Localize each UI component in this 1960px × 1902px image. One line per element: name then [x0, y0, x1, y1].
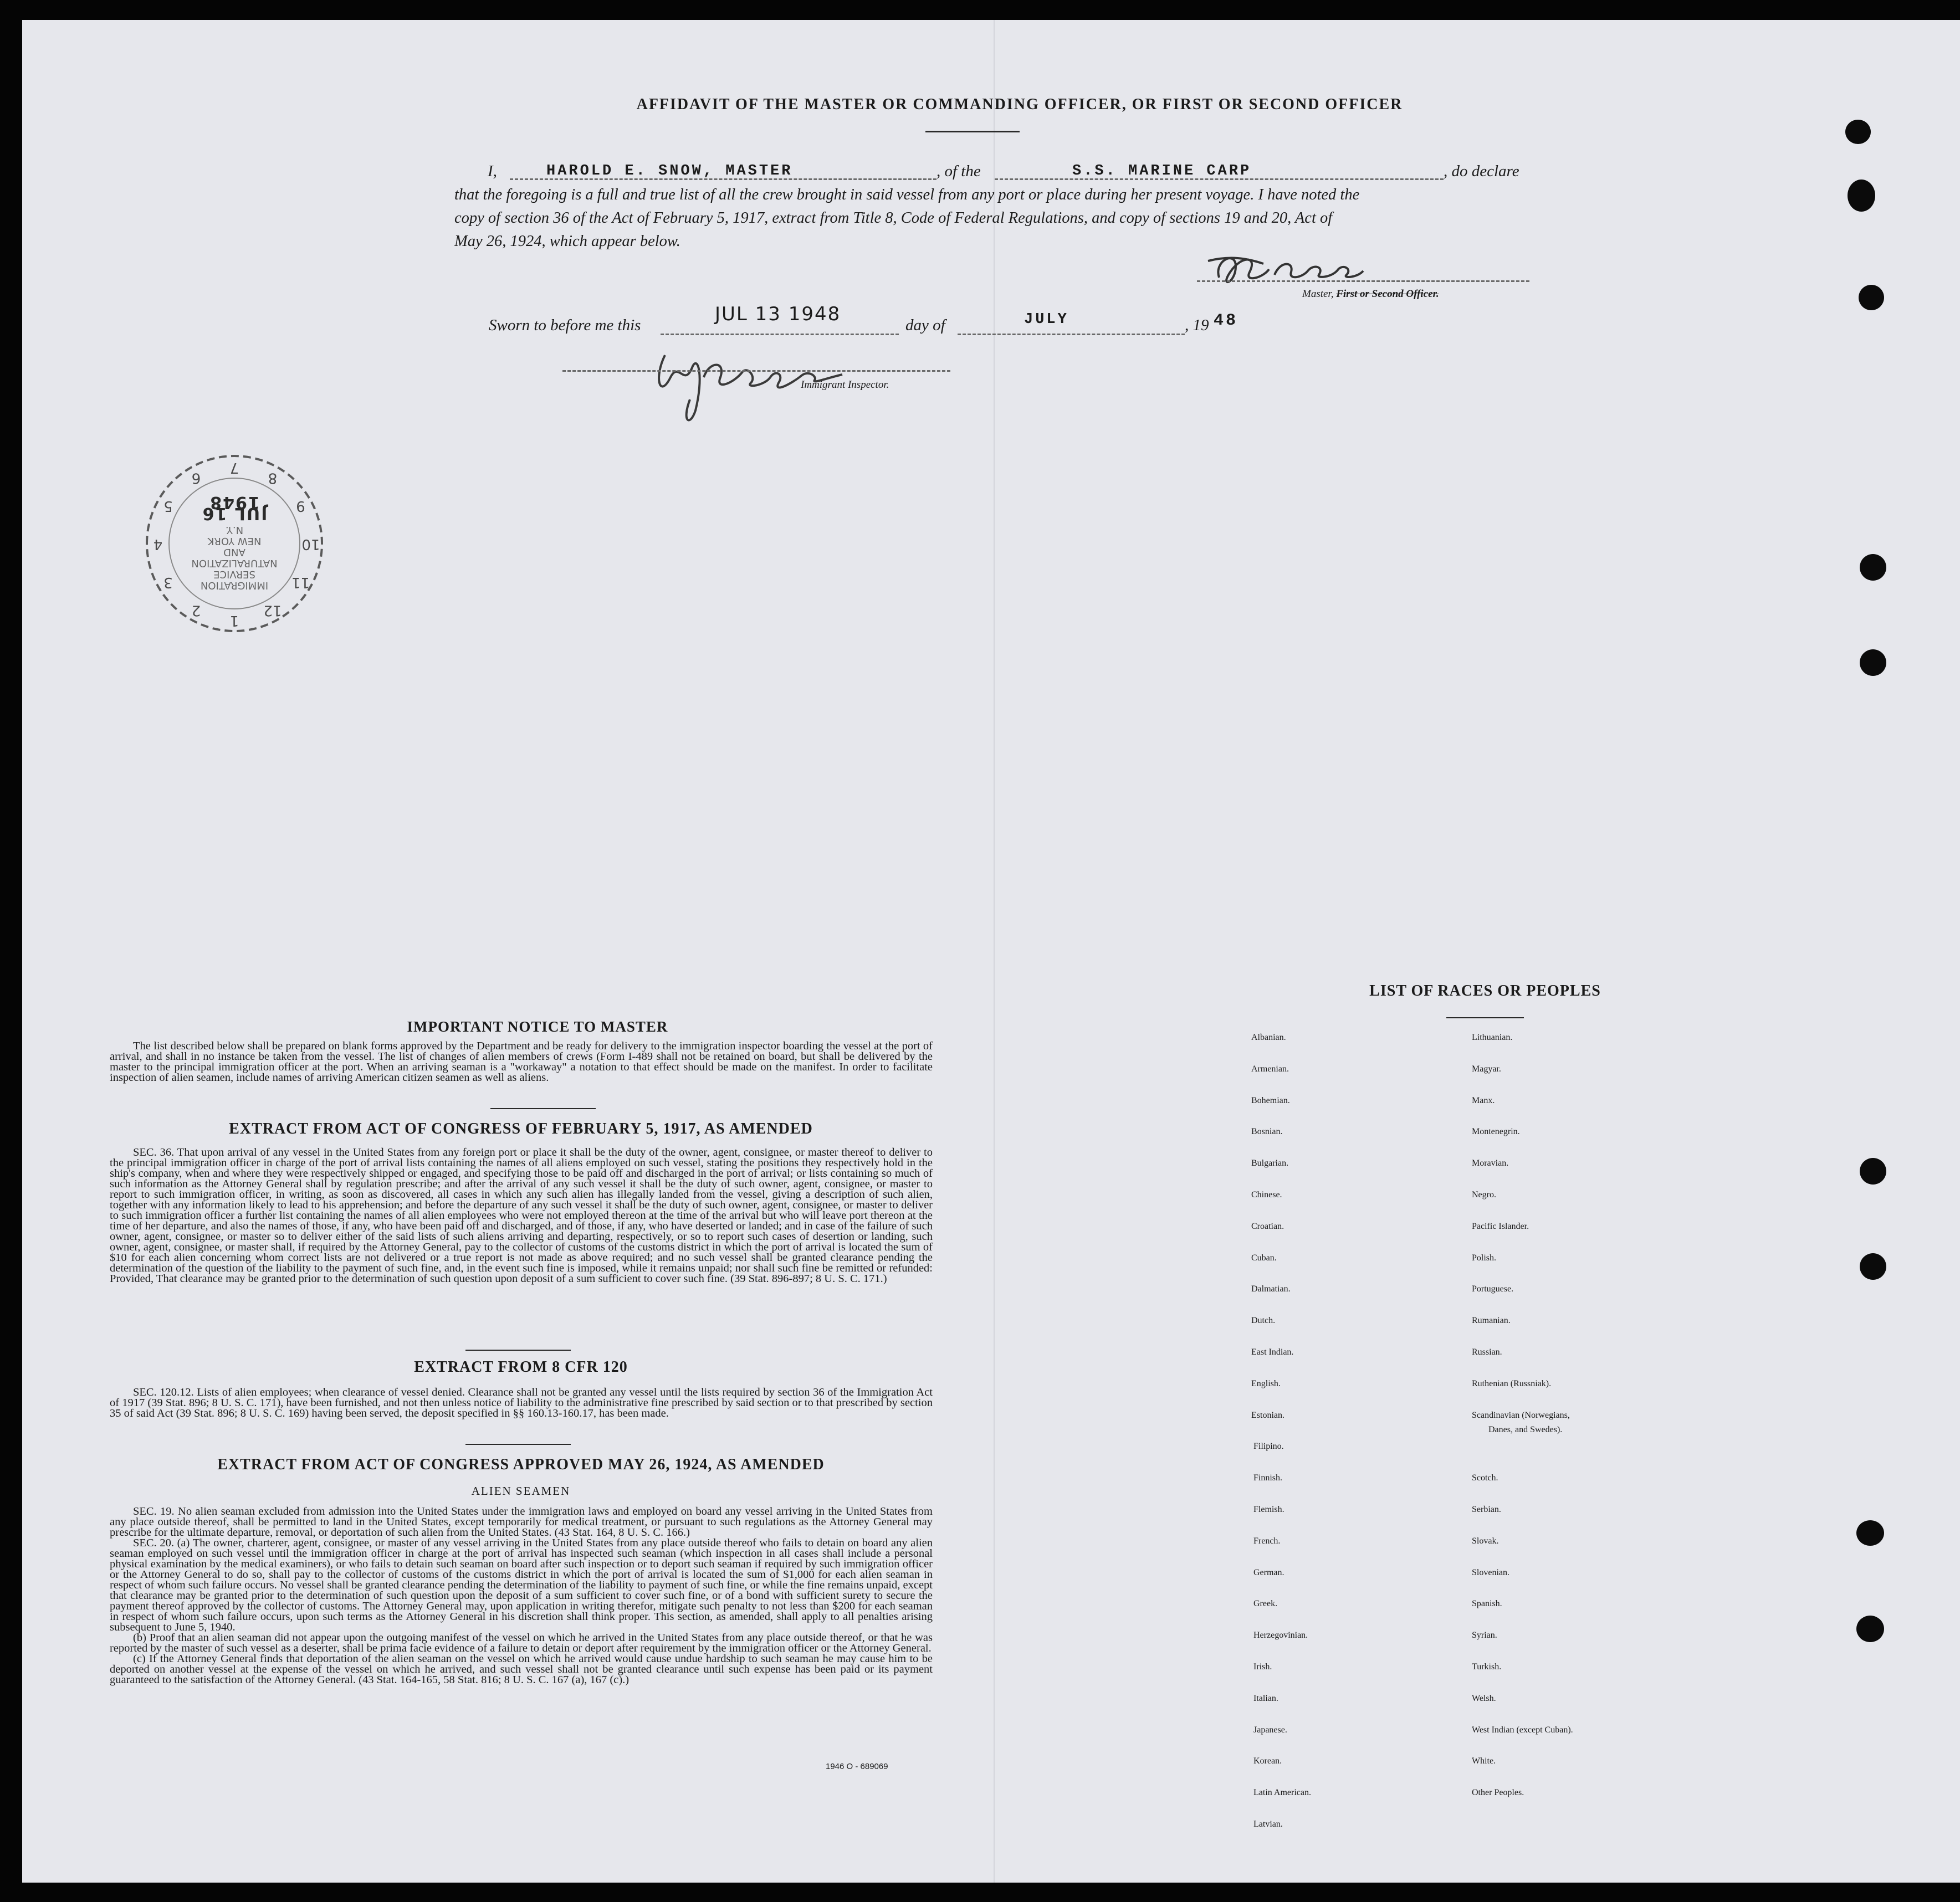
- race-entry: Welsh.: [1472, 1693, 1496, 1703]
- race-entry: Cuban.: [1251, 1253, 1277, 1263]
- stamp-ring-number: 3: [163, 574, 173, 591]
- race-entry: West Indian (except Cuban).: [1472, 1725, 1573, 1735]
- document-sheet: [22, 20, 1960, 1883]
- sworn-day-line: [661, 334, 899, 335]
- race-entry: Dutch.: [1251, 1316, 1276, 1326]
- month-line: [958, 334, 1185, 335]
- race-entry: Pacific Islander.: [1472, 1221, 1529, 1231]
- race-entry: Negro.: [1472, 1190, 1496, 1199]
- binder-hole: [1860, 554, 1886, 581]
- race-entry: Latin American.: [1253, 1788, 1311, 1798]
- sec-36-paragraph: SEC. 36. That upon arrival of any vessel in the United States from any foreign port or place it shall be the duty of the owner, agent, consignee, or master thereof to deliver to the principal immigration officer in charge of the port of arrival lists containing the names of all aliens employed on such vessel, stating the positions they respectively hold in the ship's company, when and where they were respectively shipped or engaged, and specifying those to be paid off and discharged in the port of arrival; or lists containing so much of such information as the Attorney General shall by regulation prescribe; and after the arrival of any such vessel it shall be the duty of such owner, agent, consignee, or master to report to such immigration officer, in writing, as soon as discovered, all cases in which any such alien has illegally landed from the vessel, giving a description of such alien, together with any information likely to lead to his apprehension; and before the departure of any such vessel it shall be the duty of such owner, agent, consignee, or master to deliver to such immigration officer a further list containing the names of all alien employees who were not employed thereon at the time of the arrival but who will leave port thereon at the time of her departure, and also the names of those, if any, who have been paid off and discharged, and of those, if any, who have deserted or landed; and in case of the failure of such owner, agent, consignee, or master so to deliver either of the said lists of such aliens arriving and departing, respectively, or so to report such cases of desertion or landing, such owner, agent, consignee, or master shall, if required by the Attorney General, pay to the collector of customs of the customs district in which the port of arrival is located the sum of $10 for each alien concerning whom correct lists are not delivered or a true report is not made as above required; and no such vessel shall be granted clearance pending the determination of the question of the liability to the payment of such fine, and, in the event such fine is imposed, while it remains unpaid; nor shall such fine be remitted or refunded: Provided, That clearance may be granted prior to the determination of such question upon deposit of a sum sufficient to cover such fine. (39 Stat. 896-897; 8 U. S. C. 171.): [110, 1146, 933, 1285]
- sworn-prefix: Sworn to before me this: [489, 316, 641, 334]
- affidavit-title: AFFIDAVIT OF THE MASTER OR COMMANDING OFFICER, OR FIRST OR SECOND OFFICER: [636, 96, 1403, 113]
- year-prefix: , 19: [1185, 316, 1209, 334]
- race-entry: Lithuanian.: [1472, 1033, 1513, 1042]
- year-suffix: 48: [1214, 311, 1239, 330]
- notice-title: IMPORTANT NOTICE TO MASTER: [407, 1018, 668, 1035]
- affidavit-body-line2: copy of section 36 of the Act of February 5, 1917, extract from Title 8, Code of Federal Regulations, and copy of sections 19 and 20, Act of: [454, 209, 1333, 227]
- sworn-month: JULY: [1024, 311, 1069, 328]
- stamp-line: NEW YORK: [207, 535, 262, 547]
- race-entry: Spanish.: [1472, 1599, 1502, 1609]
- race-entry: Slovenian.: [1472, 1567, 1509, 1577]
- sworn-date-stamp: JUL 13 1948: [715, 303, 841, 325]
- section-divider: [465, 1350, 571, 1351]
- naturalization-stamp: [143, 452, 326, 635]
- extract-1924-title: EXTRACT FROM ACT OF CONGRESS APPROVED MAY 26, 1924, AS AMENDED: [217, 1456, 825, 1473]
- binder-hole: [1859, 285, 1884, 310]
- race-entry: Albanian.: [1251, 1033, 1286, 1042]
- day-of-text: day of: [905, 316, 945, 334]
- race-entry: Armenian.: [1251, 1064, 1289, 1074]
- race-entry: Portuguese.: [1472, 1284, 1514, 1294]
- stamp-ring-number: 5: [163, 498, 173, 514]
- binder-hole: [1856, 1520, 1884, 1546]
- affidavit-body-line1: that the foregoing is a full and true list of all the crew brought in said vessel from any port or place during her present voyage. I have noted the: [454, 186, 1360, 203]
- extract-1917-body: [110, 1147, 933, 1284]
- race-entry: Japanese.: [1253, 1725, 1287, 1735]
- declare-prefix: I,: [488, 162, 497, 180]
- stamp-line: N.Y.: [225, 524, 244, 536]
- extract-1917-title: EXTRACT FROM ACT OF CONGRESS OF FEBRUARY 5, 1917, AS AMENDED: [229, 1120, 813, 1137]
- vessel-name: S.S. MARINE CARP: [1072, 163, 1252, 180]
- race-entry: Magyar.: [1472, 1064, 1501, 1074]
- race-entry: White.: [1472, 1756, 1496, 1766]
- race-entry: Flemish.: [1253, 1505, 1285, 1514]
- master-signature-line: [1197, 280, 1529, 282]
- stamp-line: SERVICE: [213, 568, 255, 580]
- race-entry: Serbian.: [1472, 1505, 1501, 1514]
- affidavit-body-line3: May 26, 1924, which appear below.: [454, 233, 680, 250]
- stamp-ring-number: 9: [296, 498, 305, 514]
- stamp-ring-number: 6: [191, 469, 201, 486]
- binder-hole: [1845, 120, 1871, 144]
- races-divider: [1446, 1017, 1524, 1018]
- race-entry: Russian.: [1472, 1347, 1502, 1357]
- sec-20a-paragraph: SEC. 20. (a) The owner, charterer, agent, consignee, or master of any vessel arriving in the United States from any place outside thereof who fails to detain on board any alien seaman employed on such vessel until the immigration officer in charge at the port of arrival has inspected such seaman (which inspection in all cases shall include a personal physical examination by the medical examiners), or who fails to detain such seaman on board after such inspection or to deport such seaman if required by such immigration officer or the Attorney General to do so, shall pay to the collector of customs of the customs district in which the port of arrival is located the sum of $1,000 for each alien seaman in respect of whom such failure occurs. No vessel shall be granted clearance pending the determination of the liability to payment of such fine, or while the fine remains unpaid, except that clearance may be granted prior to the determination of such question upon the deposit of a sum sufficient to cover such fine, or of a bond with sufficient surety to secure the payment thereof approved by the collector of customs. The Attorney General may, upon application in writing therefor, mitigate such penalty to not less than $200 for each seaman in respect of whom such failure occurs, upon such terms as the Attorney General in his discretion shall think proper. This section, as amended, shall apply to all penalties arising subsequent to June 5, 1940.: [110, 1537, 933, 1633]
- stamp-ring-number: 4: [153, 536, 163, 552]
- notice-body: [110, 1041, 933, 1083]
- race-entry: Estonian.: [1251, 1410, 1285, 1420]
- race-entry: Rumanian.: [1472, 1316, 1511, 1326]
- binder-hole: [1860, 1253, 1886, 1280]
- sec-120-paragraph: SEC. 120.12. Lists of alien employees; when clearance of vessel denied. Clearance shall not be granted any vessel until the lists required by section 36 of the Immigration Act of 1917 (39 Stat. 896; 8 U. S. C. 171), have been furnished, and not then unless notice of liability to the administrative fine prescribed by said section or to that prescribed by section 35 of said Act (39 Stat. 896; 8 U. S. C. 169) having been served, the deposit specified in §§ 160.13-160.17, has been made.: [110, 1386, 933, 1419]
- race-entry: Latvian.: [1253, 1819, 1283, 1829]
- stamp-ring-number: 7: [229, 459, 239, 476]
- sec-20c-paragraph: (c) If the Attorney General finds that deportation of the alien seaman on the vessel on which he arrived would cause undue hardship to such seaman he may cause him to be deported on another vessel at the expense of the vessel on which he arrived, and such vessel shall not be granted clearance until such expense has been paid or its payment guaranteed to the satisfaction of the Attorney General. (43 Stat. 164-165, 58 Stat. 816; 8 U. S. C. 167 (a), 167 (c).): [110, 1653, 933, 1686]
- race-entry: French.: [1253, 1536, 1281, 1546]
- of-the-text: , of the: [936, 162, 981, 180]
- race-entry: Polish.: [1472, 1253, 1497, 1263]
- race-entry: Syrian.: [1472, 1631, 1497, 1640]
- extract-1924-subtitle: ALIEN SEAMEN: [471, 1484, 571, 1498]
- sec-19-paragraph: SEC. 19. No alien seaman excluded from admission into the United States under the immigration laws and employed on board any vessel arriving in the United States from any place outside thereof, shall be permitted to land in the United States, except temporarily for medical treatment, or pursuant to such regulations as the Attorney General may prescribe for the ultimate departure, removal, or deportation of such alien from the United States. (43 Stat. 164, 8 U. S. C. 166.): [110, 1505, 933, 1539]
- race-entry: English.: [1251, 1378, 1281, 1388]
- binder-hole: [1860, 1158, 1886, 1185]
- race-entry: Manx.: [1472, 1095, 1495, 1105]
- race-entry: Slovak.: [1472, 1536, 1499, 1546]
- master-name: HAROLD E. SNOW, MASTER: [546, 163, 793, 180]
- race-entry: Bohemian.: [1251, 1095, 1290, 1105]
- race-entry: Greek.: [1253, 1599, 1278, 1609]
- print-code: 1946 O - 689069: [826, 1762, 888, 1771]
- inspector-signature-line: [562, 370, 950, 372]
- extract-1924-body: [110, 1506, 933, 1685]
- race-entry: Scotch.: [1472, 1473, 1498, 1483]
- binder-hole: [1860, 649, 1886, 676]
- race-entry: German.: [1253, 1567, 1285, 1577]
- race-entry: Other Peoples.: [1472, 1788, 1524, 1798]
- binder-hole: [1856, 1616, 1884, 1642]
- race-entry: Filipino.: [1253, 1442, 1284, 1452]
- race-entry: Chinese.: [1251, 1190, 1282, 1199]
- race-entry: Turkish.: [1472, 1662, 1502, 1672]
- race-entry: Croatian.: [1251, 1221, 1285, 1231]
- stamp-ring-number: 11: [291, 574, 310, 591]
- binder-hole: [1848, 180, 1875, 212]
- signer-struck-text: First or Second Officer.: [1336, 288, 1439, 300]
- extract-cfr-body: [110, 1387, 933, 1419]
- title-divider: [925, 131, 1020, 132]
- signer-title-text: Master,: [1302, 288, 1334, 300]
- race-entry: Irish.: [1253, 1662, 1272, 1672]
- race-entry: Montenegrin.: [1472, 1127, 1520, 1137]
- stamp-line: NATURALIZATION: [191, 557, 278, 569]
- race-entry: East Indian.: [1251, 1347, 1294, 1357]
- race-entry: Korean.: [1253, 1756, 1282, 1766]
- stamp-line: IMMIGRATION: [200, 580, 269, 591]
- stamp-ring-number: 1: [229, 612, 239, 629]
- race-entry: Herzegovinian.: [1253, 1631, 1308, 1640]
- extract-cfr-title: EXTRACT FROM 8 CFR 120: [414, 1358, 628, 1376]
- stamp-text: [173, 493, 295, 591]
- notice-paragraph: The list described below shall be prepared on blank forms approved by the Department and be ready for delivery to the immigration inspector boarding the vessel at the port of arrival, and shall in no instance be taken from the vessel. The list of changes of alien members of crews (Form I-489 shall not be retained on board, but shall be delivered by the master to the principal immigration officer at the port. When an arriving seaman is a "workaway" a notation to that effect should be made on the manifest. In order to facilitate inspection of alien seamen, include names of arriving American citizen seamen as well as aliens.: [110, 1040, 933, 1084]
- stamp-date: JUL 16 1948: [201, 493, 268, 523]
- race-entry: Bosnian.: [1251, 1127, 1283, 1137]
- race-entry: Bulgarian.: [1251, 1158, 1289, 1168]
- center-fold: [994, 20, 995, 1883]
- do-declare-text: , do declare: [1444, 162, 1519, 180]
- race-entry: Finnish.: [1253, 1473, 1283, 1483]
- inspector-label: Immigrant Inspector.: [801, 379, 889, 391]
- stamp-ring-number: 10: [301, 536, 320, 552]
- race-entry: Scandinavian (Norwegians,: [1472, 1410, 1570, 1420]
- stamp-ring-number: 12: [263, 602, 282, 619]
- sec-20b-paragraph: (b) Proof that an alien seaman did not appear upon the outgoing manifest of the vessel on which he arrived in the United States from any place outside thereof, or that he was reported by the master of such vessel as a deserter, shall be prima facie evidence of a failure to detain or deport after requirement by the immigration officer or the Attorney General.: [110, 1632, 933, 1654]
- races-title: LIST OF RACES OR PEOPLES: [1369, 982, 1601, 999]
- section-divider: [465, 1444, 571, 1445]
- section-divider: [490, 1108, 596, 1109]
- race-entry-continuation: Danes, and Swedes).: [1488, 1424, 1563, 1434]
- stamp-ring-number: 8: [268, 469, 278, 486]
- stamp-line: AND: [223, 546, 245, 558]
- stamp-ring-number: 2: [191, 602, 201, 619]
- signer-title: [1302, 288, 1439, 300]
- race-entry: Moravian.: [1472, 1158, 1509, 1168]
- race-entry: Italian.: [1253, 1693, 1278, 1703]
- race-entry: Ruthenian (Russniak).: [1472, 1378, 1552, 1388]
- race-entry: Dalmatian.: [1251, 1284, 1291, 1294]
